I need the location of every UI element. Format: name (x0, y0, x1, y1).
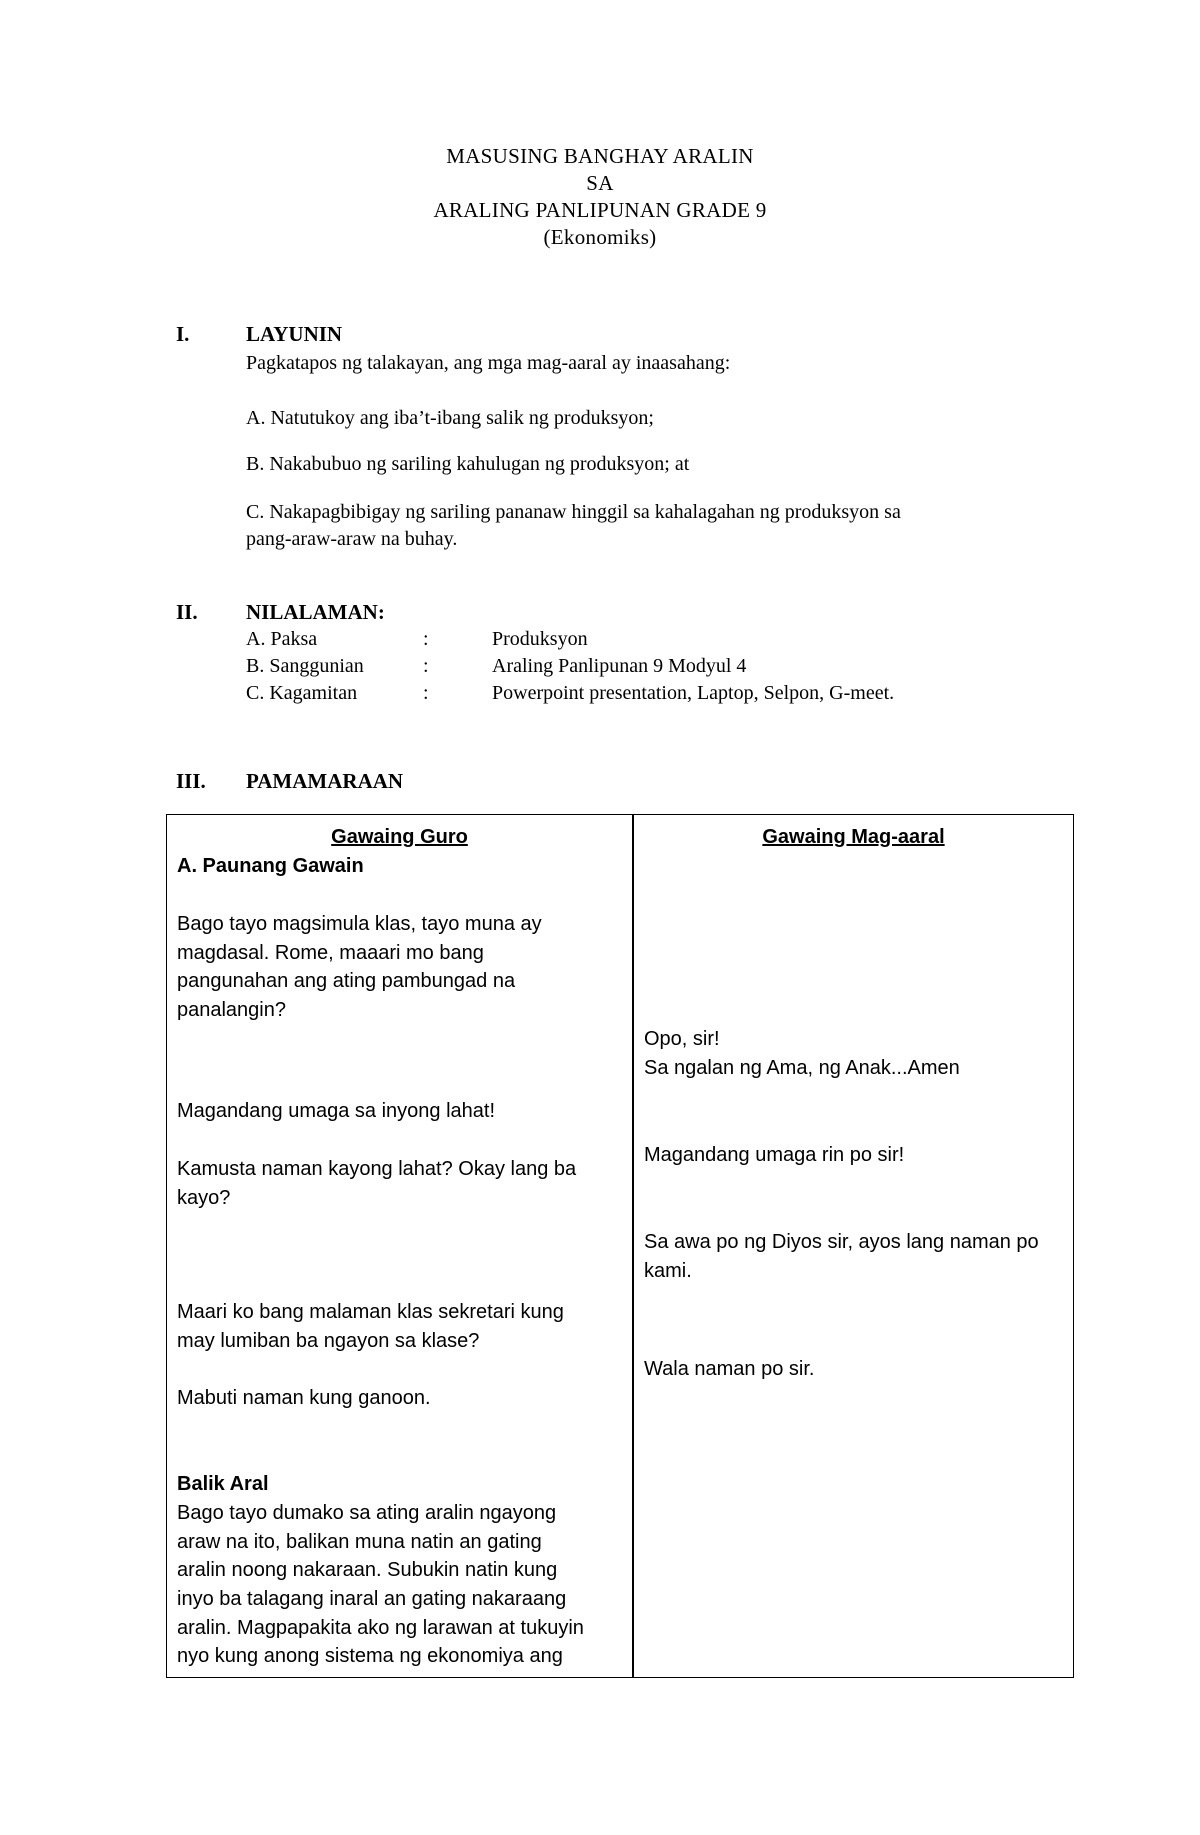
teacher-line: kayo? (177, 1187, 231, 1209)
procedure-table (166, 814, 1074, 1678)
teacher-line: inyo ba talagang inaral an gating nakaraang (177, 1588, 567, 1610)
content-row-separator: : (423, 628, 429, 650)
section-1-title: LAYUNIN (246, 322, 343, 346)
column-divider (632, 815, 634, 1677)
section-2-numeral: II. (176, 600, 198, 624)
teacher-line: Maari ko bang malaman klas sekretari kung (177, 1301, 564, 1323)
student-line: kami. (644, 1260, 692, 1282)
objective-c-line-1: C. Nakapagbibigay ng sariling pananaw hinggil sa kahalagahan ng produksyon sa (246, 501, 901, 523)
teacher-line: Mabuti naman kung ganoon. (177, 1387, 431, 1409)
teacher-line: magdasal. Rome, maaari mo bang (177, 942, 484, 964)
title-line-4: (Ekonomiks) (543, 225, 657, 249)
student-line: Opo, sir! (644, 1028, 720, 1050)
teacher-line: Magandang umaga sa inyong lahat! (177, 1100, 496, 1122)
student-column-header: Gawaing Mag-aaral (762, 826, 945, 848)
teacher-line: Bago tayo dumako sa ating aralin ngayong (177, 1502, 557, 1524)
student-line: Magandang umaga rin po sir! (644, 1144, 905, 1166)
objective-c-line-2: pang-araw-araw na buhay. (246, 528, 458, 550)
section-2-title: NILALAMAN: (246, 600, 385, 624)
content-row-value: Araling Panlipunan 9 Modyul 4 (492, 655, 747, 677)
teacher-column-header: Gawaing Guro (331, 826, 468, 848)
title-line-3: ARALING PANLIPUNAN GRADE 9 (433, 198, 767, 222)
content-row-value: Produksyon (492, 628, 588, 650)
teacher-line: aralin noong nakaraan. Subukin natin kung (177, 1559, 558, 1581)
title-line-1: MASUSING BANGHAY ARALIN (446, 144, 754, 168)
section-1-numeral: I. (176, 322, 190, 346)
section-3-title: PAMAMARAAN (246, 769, 404, 793)
objective-a: A. Natutukoy ang iba’t-ibang salik ng produksyon; (246, 407, 654, 429)
teacher-line: aralin. Magpapakita ako ng larawan at tukuyin (177, 1617, 584, 1639)
content-row-label: A. Paksa (246, 628, 318, 650)
teacher-line: nyo kung anong sistema ng ekonomiya ang (177, 1645, 563, 1667)
teacher-line: Bago tayo magsimula klas, tayo muna ay (177, 913, 542, 935)
teacher-line: pangunahan ang ating pambungad na (177, 970, 516, 992)
title-line-2: SA (586, 171, 614, 195)
section-3-numeral: III. (176, 769, 206, 793)
document-title (0, 143, 1200, 251)
teacher-line: araw na ito, balikan muna natin an gating (177, 1531, 542, 1553)
content-row-separator: : (423, 655, 429, 677)
student-line: Wala naman po sir. (644, 1358, 815, 1380)
subheading-balik-aral: Balik Aral (177, 1473, 269, 1495)
content-row-value: Powerpoint presentation, Laptop, Selpon, G-meet. (492, 682, 895, 704)
content-row-label: C. Kagamitan (246, 682, 358, 704)
section-1-intro: Pagkatapos ng talakayan, ang mga mag-aaral ay inaasahang: (246, 352, 731, 374)
content-row-separator: : (423, 682, 429, 704)
student-line: Sa awa po ng Diyos sir, ayos lang naman po (644, 1231, 1039, 1253)
teacher-line: may lumiban ba ngayon sa klase? (177, 1330, 480, 1352)
teacher-line: Kamusta naman kayong lahat? Okay lang ba (177, 1158, 577, 1180)
student-line: Sa ngalan ng Ama, ng Anak...Amen (644, 1057, 960, 1079)
teacher-line: panalangin? (177, 999, 286, 1021)
content-row-label: B. Sanggunian (246, 655, 364, 677)
objective-b: B. Nakabubuo ng sariling kahulugan ng produksyon; at (246, 453, 690, 475)
subheading-paunang-gawain: A. Paunang Gawain (177, 855, 364, 877)
